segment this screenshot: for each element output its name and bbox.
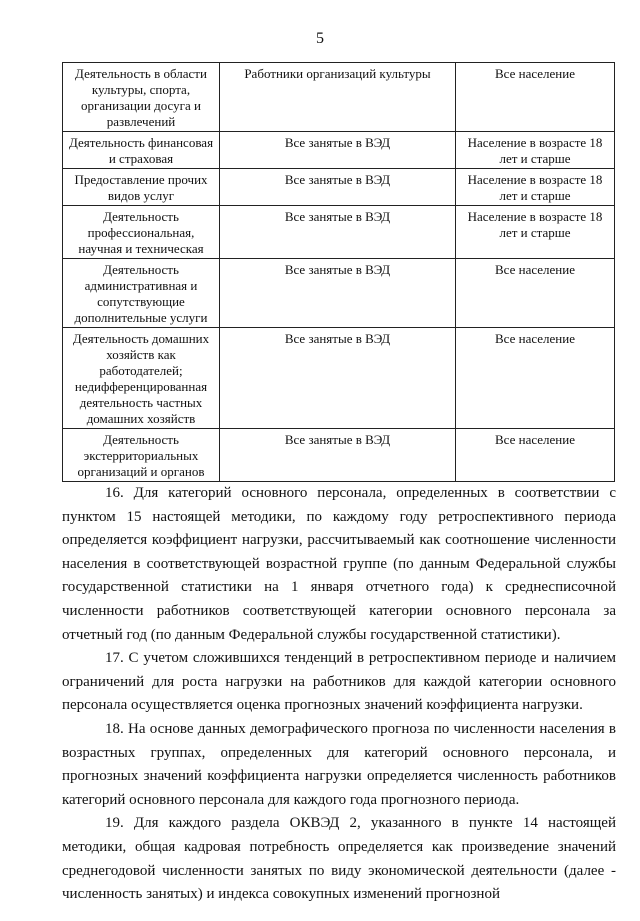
staff-category-cell: Все занятые в ВЭД: [220, 429, 456, 482]
population-group-cell: Все население: [456, 63, 615, 132]
activity-cell: Деятельность домашних хозяйств как работодателей; недифференцированная деятельность частных домашних хозяйств: [63, 328, 220, 429]
population-group-cell: Все население: [456, 328, 615, 429]
table-row: [63, 259, 615, 328]
activity-cell: Деятельность финансовая и страховая: [63, 132, 220, 169]
paragraph-17: 17. С учетом сложившихся тенденций в ретроспективном периоде и наличием ограничений для роста нагрузки на работников для каждой категории основного персонала осуществляется оценка прогнозных значений коэффициента нагрузки.: [62, 650, 616, 714]
activity-cell: Деятельность в области культуры, спорта, организации досуга и развлечений: [63, 63, 220, 132]
population-group-cell: Население в возрасте 18 лет и старше: [456, 169, 615, 206]
staff-category-cell: Все занятые в ВЭД: [220, 259, 456, 328]
staff-category-cell: Все занятые в ВЭД: [220, 169, 456, 206]
paragraph-18: 18. На основе данных демографического прогноза по численности населения в возрастных группах, определенных для категорий основного персонала, и прогнозных значений коэффициента нагрузки определяется численность работников категорий основного персонала для каждого года прогнозного периода.: [62, 720, 616, 808]
activity-cell: Деятельность экстерриториальных организаций и органов: [63, 429, 220, 482]
staff-category-cell: Все занятые в ВЭД: [220, 206, 456, 259]
staff-category-cell: Работники организаций культуры: [220, 63, 456, 132]
body-text: [62, 482, 616, 907]
staff-category-cell: Все занятые в ВЭД: [220, 132, 456, 169]
table-row: [63, 429, 615, 482]
table-row: [63, 169, 615, 206]
table-row: [63, 206, 615, 259]
table-row: [63, 132, 615, 169]
page-number: 5: [316, 30, 324, 47]
population-group-cell: Все население: [456, 429, 615, 482]
staff-category-cell: Все занятые в ВЭД: [220, 328, 456, 429]
activity-cell: Предоставление прочих видов услуг: [63, 169, 220, 206]
activity-cell: Деятельность административная и сопутствующие дополнительные услуги: [63, 259, 220, 328]
paragraph-16: 16. Для категорий основного персонала, определенных в соответствии с пунктом 15 настоящей методики, по каждому году ретроспективного периода определяется коэффициент нагрузки, рассчитываемый как соотношение численности населения в соответствующей возрастной группе (по данным Федеральной службы государственной статистики на 1 января отчетного года) к среднесписочной численности работников соответствующей категории основного персонала за отчетный год (по данным Федеральной службы государственной статистики).: [62, 485, 616, 643]
table-row: [63, 63, 615, 132]
staffing-table: [62, 62, 615, 482]
activity-cell: Деятельность профессиональная, научная и техническая: [63, 206, 220, 259]
population-group-cell: Все население: [456, 259, 615, 328]
population-group-cell: Население в возрасте 18 лет и старше: [456, 132, 615, 169]
paragraph-19: 19. Для каждого раздела ОКВЭД 2, указанного в пункте 14 настоящей методики, общая кадровая потребность определяется как произведение значений среднегодовой численности занятых по виду экономической деятельности (далее - численность занятых) и индекса совокупных изменений прогнозной: [62, 815, 616, 903]
table-row: [63, 328, 615, 429]
population-group-cell: Население в возрасте 18 лет и старше: [456, 206, 615, 259]
